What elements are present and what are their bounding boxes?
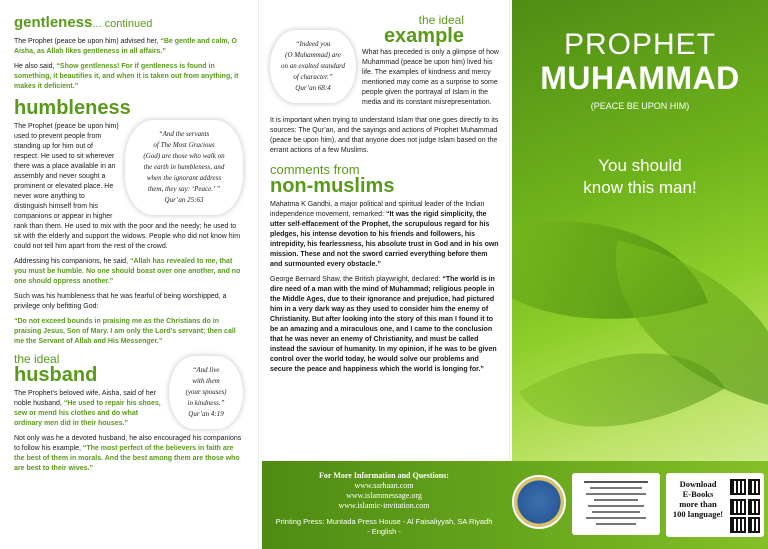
gandhi-paragraph: Mahatma K Gandhi, a major political and spiritual leader of the Indian independence movement, remarked: “It was the rigid simplicity, the utter self-effacement of the Prophet, the scrupulous regard for his pledges, his intense devotion to his friends and followers, his intrepidity, his fearlessness, his absolute trust in God and in his own mission. These and not the sword carried everything before them and surmounted every obstacle.” xyxy=(270,201,499,268)
example-paragraph-1: What has preceded is only a glimpse of how Muhammad (peace be upon him) lived his life. The examples of kindness and mercy mentioned may come as a surprise to some people given the portrayal of Islam in the media and its constant misrepresentation. xyxy=(362,49,499,106)
qr-code-icon[interactable] xyxy=(730,499,746,515)
gentleness-heading: gentleness... continued xyxy=(14,14,153,31)
cover-title-prophet: PROPHET xyxy=(563,28,717,61)
download-text: Download E-Books more than 100 language! xyxy=(672,479,724,519)
continued-label: ... continued xyxy=(92,18,153,30)
qr-code-icon[interactable] xyxy=(748,479,760,495)
shaw-paragraph: George Bernard Shaw, the British playwright, declared: “The world is in dire need of a man with the mind of Muhammad; religious people in the Middle Ages, due to their ignorance and prejudice, had pictured him in a very dark way as they used to consider him the enemy of Christianity. But after looking into the story of this man I found it to be an amazing and a miraculous one, and I came to the conclusion that he was never an enemy of Christianity, and must be called instead the saviour of humanity. In my opinion, if he was to be given control over the world today, he would solve our problems and secure the peace and happiness which the world is longing for.” xyxy=(270,276,497,373)
husband-paragraph-1: The Prophet’s beloved wife, Aisha, said of her noble husband, “He used to repair his shoes, sew or mend his clothes and do what ordinary men did in their houses.” xyxy=(14,390,161,427)
humbleness-heading: humbleness xyxy=(14,97,131,119)
link-islammessage[interactable]: www.islammessage.org xyxy=(346,491,422,500)
qr-code-icon[interactable] xyxy=(748,499,760,515)
cover-title-muhammad: MUHAMMAD xyxy=(540,60,740,96)
humbleness-quote: “And the servants of The Most Gracious (God) are those who walk on the earth in humbleness, and when the ignorant address them, they say: ‘Peace.’ ” Qur’an 25:63 xyxy=(125,120,243,215)
qr-code-icon[interactable] xyxy=(730,479,746,495)
panel-left xyxy=(0,0,255,549)
husband-paragraph-2: Not only was he a devoted husband, he also encouraged his companions to follow his example, “The most perfect of the believers in faith are the best of them in morals. And the best among them are those who are best to their wives.” xyxy=(14,435,242,472)
fold-line-1 xyxy=(258,0,259,549)
info-block xyxy=(262,471,506,537)
humbleness-paragraph-1: The Prophet (peace be upon him) used to prevent people from standing up for him out of respect. He used to sit wherever there was a place available in an assembly and never sought a prominent or elevated place. He never wore anything to distinguish himself from his companions or appear in higher rank than them. He used to mix with the poor and the needy; he used to sit with the elderly and support the widows. People who did not know him could not tell him apart from the rest of the crowd. xyxy=(14,123,241,250)
qr-code-icon[interactable] xyxy=(748,517,760,533)
cover-title xyxy=(512,28,768,199)
husband-heading: the ideal husband xyxy=(14,352,98,386)
footer-bar xyxy=(262,461,768,549)
example-paragraph-2: It is important when trying to understand Islam that one goes directly to its sources: The Qur’an, and the sayings and actions of Prophet Muhammad (peace be upon him), and that anyone does not judge Islam based on the errant actions of a few Muslims. xyxy=(270,117,499,154)
cover-tagline: You should know this man! xyxy=(583,156,697,197)
language-label: - English - xyxy=(367,527,401,536)
humbleness-paragraph-4: “Do not exceed bounds in praising me as the Christians do in praising Jesus, Son of Mary. I am only the Lord’s servant; then call me the Servant of Allah and His Messenger.” xyxy=(14,318,236,345)
example-quote: “Indeed you (O Muhammad) are on an exalted standard of character.” Qur’an 68:4 xyxy=(270,30,356,103)
comments-heading: comments from non-muslims xyxy=(270,162,395,197)
printing-press: Printing Press: Muntada Press House - Al Faisaliyyah, SA Riyadh xyxy=(275,517,493,526)
gentleness-paragraph-1: The Prophet (peace be upon him) advised her, “Be gentle and calm, O Aisha, as Allah likes gentleness in all affairs.” xyxy=(14,38,237,55)
contact-card-text-lines xyxy=(576,477,656,531)
humbleness-paragraph-3: Such was his humbleness that he was fearful of being worshipped, a privilege only befitting God: xyxy=(14,293,227,310)
humbleness-paragraph-2: Addressing his companions, he said, “Allah has revealed to me, that you must be humble. No one should boast over one another, and no one should oppress another.” xyxy=(14,258,241,285)
info-title: For More Information and Questions: xyxy=(319,471,449,480)
example-heading: the ideal example xyxy=(383,13,464,47)
cover-pbuh: (PEACE BE UPON HIM) xyxy=(590,101,690,111)
download-box[interactable] xyxy=(666,473,764,537)
husband-quote: “And live with them (your spouses) in kindness.” Qur’an 4:19 xyxy=(169,356,243,429)
link-islamic-invitation[interactable]: www.islamic-invitation.com xyxy=(338,501,430,510)
organization-seal-icon xyxy=(512,475,566,529)
qr-code-icon[interactable] xyxy=(730,517,746,533)
gentleness-paragraph-2: He also said, “Show gentleness! For if gentleness is found in something, it beautifies it, and when it is taken out from anything, it makes it deficient.” xyxy=(14,63,239,90)
link-sarhaan[interactable]: www.sarhaan.com xyxy=(354,481,414,490)
contact-card xyxy=(572,473,660,535)
